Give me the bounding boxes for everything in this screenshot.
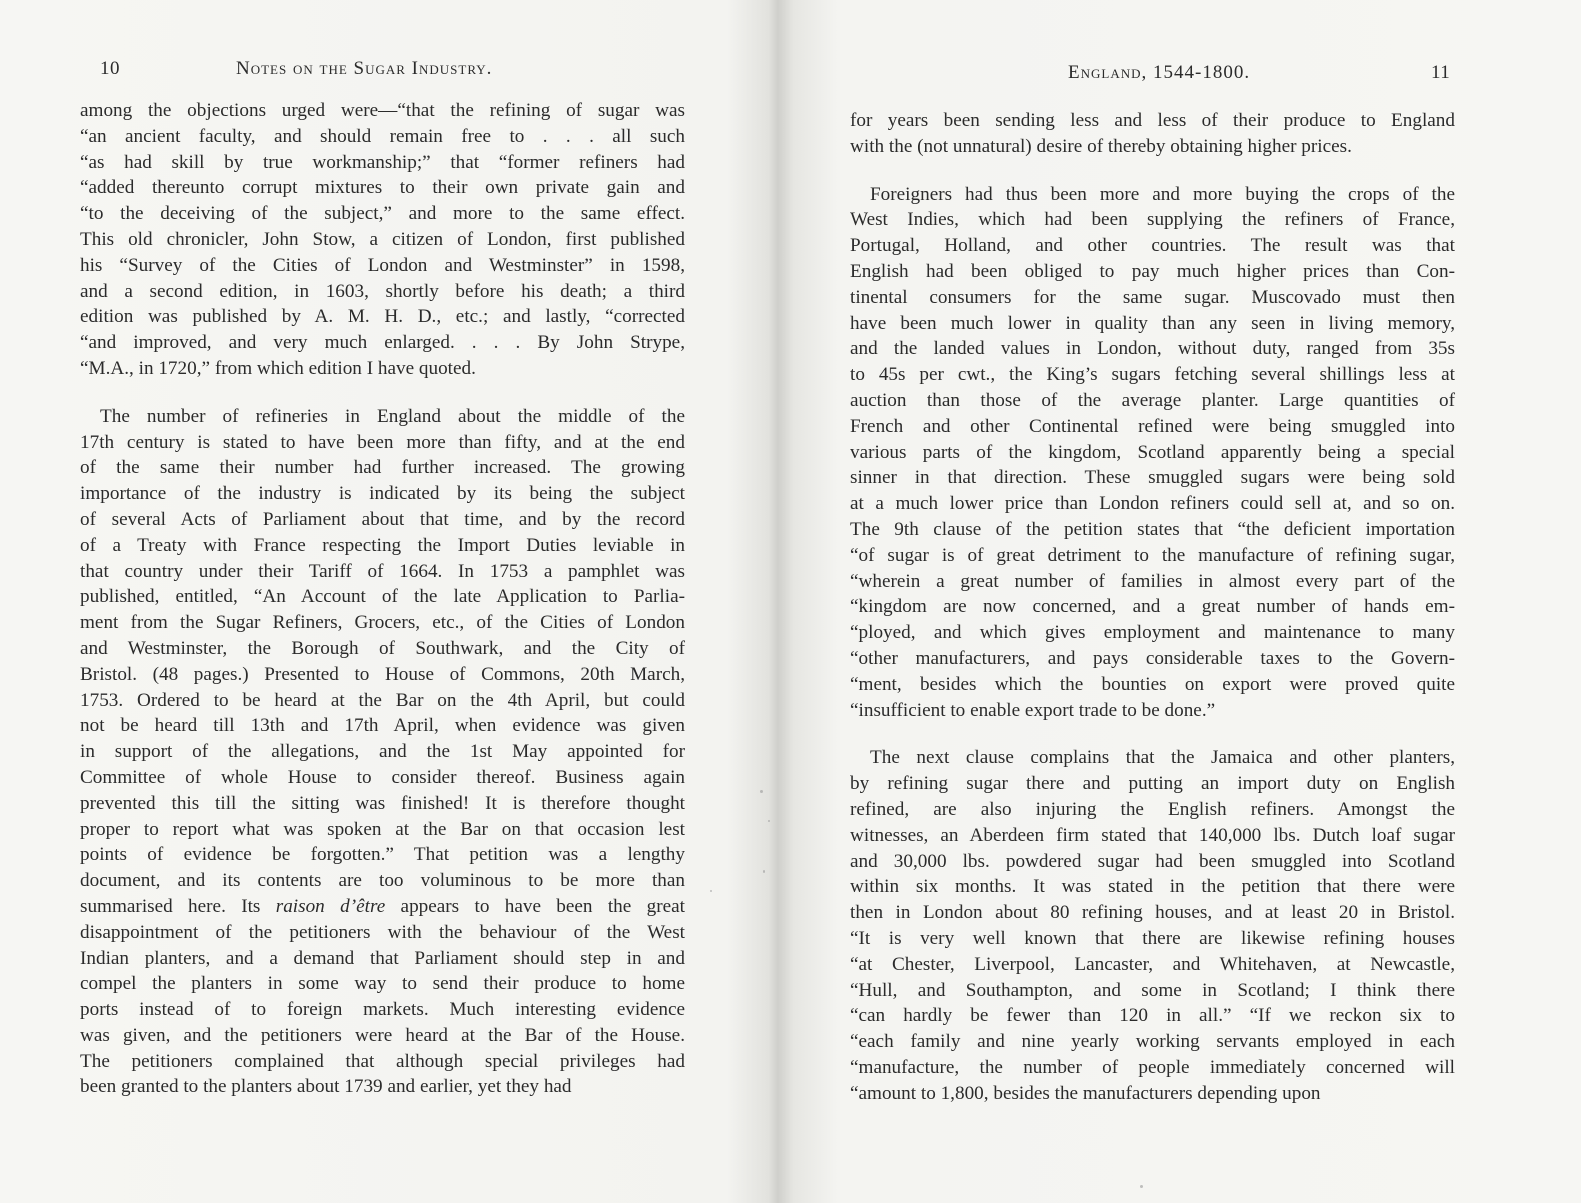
text-line: “each family and nine yearly working servants employed in each <box>850 1031 1455 1053</box>
text-line: among the objections urged were—“that the refining of sugar was <box>80 100 685 121</box>
text-line: Committee of whole House to consider thereof. Business again <box>80 766 685 788</box>
text-line: disappointment of the petitioners with the behaviour of the West <box>80 921 685 943</box>
text-line: to 45s per cwt., the King’s sugars fetching several shillings less at <box>850 364 1455 386</box>
text-line: then in London about 80 refining houses, and at least 20 in Bristol. <box>850 902 1455 924</box>
text-line: his “Survey of the Cities of London and Westminster” in 1598, <box>80 254 685 276</box>
text-line: The petitioners complained that although special privileges had <box>80 1050 685 1072</box>
text-line: points of evidence be forgotten.” That petition was a lengthy <box>80 844 685 866</box>
text-line: 1753. Ordered to be heard at the Bar on the 4th April, but could <box>80 689 685 711</box>
text-line: compel the planters in some way to send their produce to home <box>80 973 685 995</box>
text-line: “manufacture, the number of people immediately concerned will <box>850 1056 1455 1078</box>
text-line: auction than those of the average planter. Large quantities of <box>850 389 1455 411</box>
text-line: ment from the Sugar Refiners, Grocers, etc., of the Cities of London <box>80 612 685 634</box>
text-line: “M.A., in 1720,” from which edition I have quoted. <box>80 357 476 379</box>
text-line: not be heard till 13th and 17th April, when evidence was given <box>80 715 685 737</box>
text-line: edition was published by A. M. H. D., etc.; and lastly, “corrected <box>80 306 685 328</box>
text-line: This old chronicler, John Stow, a citizen of London, first published <box>80 228 685 250</box>
text-line: “It is very well known that there are likewise refining houses <box>850 927 1455 949</box>
right-page-body <box>850 108 1455 1106</box>
text-line: “Hull, and Southampton, and some in Scotland; I think there <box>850 979 1455 1001</box>
text-line: refined, are also injuring the English refiners. Amongst the <box>850 798 1455 820</box>
text-line: “amount to 1,800, besides the manufacturers depending upon <box>850 1082 1321 1104</box>
running-head: Notes on the Sugar Industry. <box>236 58 493 79</box>
text-line: “wherein a great number of families in almost every part of the <box>850 570 1455 592</box>
text-line: and a second edition, in 1603, shortly before his death; a third <box>80 280 685 302</box>
text-line: document, and its contents are too voluminous to be more than <box>80 870 685 892</box>
text-line: Portugal, Holland, and other countries. The result was that <box>850 235 1455 257</box>
text-line: and 30,000 lbs. powdered sugar had been smuggled into Scotland <box>850 850 1455 872</box>
text-line: prevented this till the sitting was finished! It is therefore thought <box>80 792 685 814</box>
text-line: “to the deceiving of the subject,” and more to the same effect. <box>80 203 685 225</box>
text-line: Indian planters, and a demand that Parliament should step in and <box>80 947 685 969</box>
text-line: within six months. It was stated in the petition that there were <box>850 876 1455 898</box>
text-line: of several Acts of Parliament about that time, and by the record <box>80 508 685 530</box>
text-line: 17th century is stated to have been more than fifty, and at the end <box>80 431 685 453</box>
text-line: “can hardly be fewer than 120 in all.” “If we reckon six to <box>850 1005 1455 1027</box>
text-line: proper to report what was spoken at the Bar on that occasion lest <box>80 818 685 840</box>
page-number: 11 <box>1431 62 1451 83</box>
page-number: 10 <box>100 58 120 79</box>
text-line: “at Chester, Liverpool, Lancaster, and Whitehaven, at Newcastle, <box>850 953 1455 975</box>
text-line: of the same their number had further increased. The growing <box>80 457 685 479</box>
text-line: published, entitled, “An Account of the late Application to Parlia- <box>80 586 685 608</box>
left-page <box>0 0 760 1203</box>
text-line: Bristol. (48 pages.) Presented to House of Commons, 20th March, <box>80 663 685 685</box>
paragraph <box>80 98 685 382</box>
text-line: ports instead of to foreign markets. Much interesting evidence <box>80 999 685 1021</box>
text-line: The number of refineries in England about the middle of the <box>100 405 685 427</box>
paragraph <box>850 182 1455 724</box>
text-line: with the (not unnatural) desire of thereby obtaining higher prices. <box>850 135 1352 157</box>
text-line: English had been obliged to pay much higher prices than Con- <box>850 260 1455 282</box>
text-line: “ployed, and which gives employment and maintenance to many <box>850 622 1455 644</box>
text-line: at a much lower price than London refiners could sell at, and so on. <box>850 493 1455 515</box>
text-line: “and improved, and very much enlarged. . . . By John Strype, <box>80 332 685 354</box>
text-line: “ment, besides which the bounties on export were proved quite <box>850 673 1455 695</box>
text-line: by refining sugar there and putting an import duty on English <box>850 773 1455 795</box>
text-line: “insufficient to enable export trade to be done.” <box>850 699 1216 721</box>
text-line: “kingdom are now concerned, and a great number of hands em- <box>850 596 1455 618</box>
text-line: witnesses, an Aberdeen firm stated that 140,000 lbs. Dutch loaf sugar <box>850 824 1455 846</box>
text-line: Foreigners had thus been more and more buying the crops of the <box>870 183 1455 205</box>
running-head: England, 1544-1800. <box>1068 62 1251 83</box>
text-line: importance of the industry is indicated by its being the subject <box>80 483 685 505</box>
text-line: “as had skill by true workmanship;” that “former refiners had <box>80 151 685 173</box>
text-line: “added thereunto corrupt mixtures to their own private gain and <box>80 177 685 199</box>
text-line: and Westminster, the Borough of Southwark, and the City of <box>80 637 685 659</box>
text-line: summarised here. Its raison d’être appears to have been the great <box>80 895 685 917</box>
text-line: and the landed values in London, without duty, ranged from 35s <box>850 338 1455 360</box>
text-line: “other manufacturers, and pays considerable taxes to the Govern- <box>850 647 1455 669</box>
right-page <box>790 0 1581 1203</box>
text-line: have been much lower in quality than any seen in living memory, <box>850 312 1455 334</box>
text-line: “of sugar is of great detriment to the manufacture of refining sugar, <box>850 544 1455 566</box>
text-line: was given, and the petitioners were heard at the Bar of the House. <box>80 1024 685 1046</box>
text-line: of a Treaty with France respecting the Import Duties leviable in <box>80 534 685 556</box>
text-line: tinental consumers for the same sugar. Muscovado must then <box>850 286 1455 308</box>
text-line: that country under their Tariff of 1664. In 1753 a pamphlet was <box>80 560 685 582</box>
text-line: been granted to the planters about 1739 and earlier, yet they had <box>80 1076 572 1098</box>
text-line: West Indies, which had been supplying the refiners of France, <box>850 209 1455 231</box>
paragraph <box>80 404 685 1101</box>
text-line: various parts of the kingdom, Scotland apparently being a special <box>850 441 1455 463</box>
text-line: The 9th clause of the petition states that “the deficient importation <box>850 518 1455 540</box>
paragraph <box>850 745 1455 1106</box>
text-line: in support of the allegations, and the 1st May appointed for <box>80 741 685 763</box>
text-line: The next clause complains that the Jamaica and other planters, <box>870 747 1455 769</box>
text-line: French and other Continental refined were being smuggled into <box>850 415 1455 437</box>
text-line: “an ancient faculty, and should remain free to . . . all such <box>80 125 685 147</box>
left-page-body <box>80 98 685 1100</box>
text-line: for years been sending less and less of their produce to England <box>850 110 1455 131</box>
paragraph <box>850 108 1455 160</box>
text-line: sinner in that direction. These smuggled sugars were being sold <box>850 467 1455 489</box>
